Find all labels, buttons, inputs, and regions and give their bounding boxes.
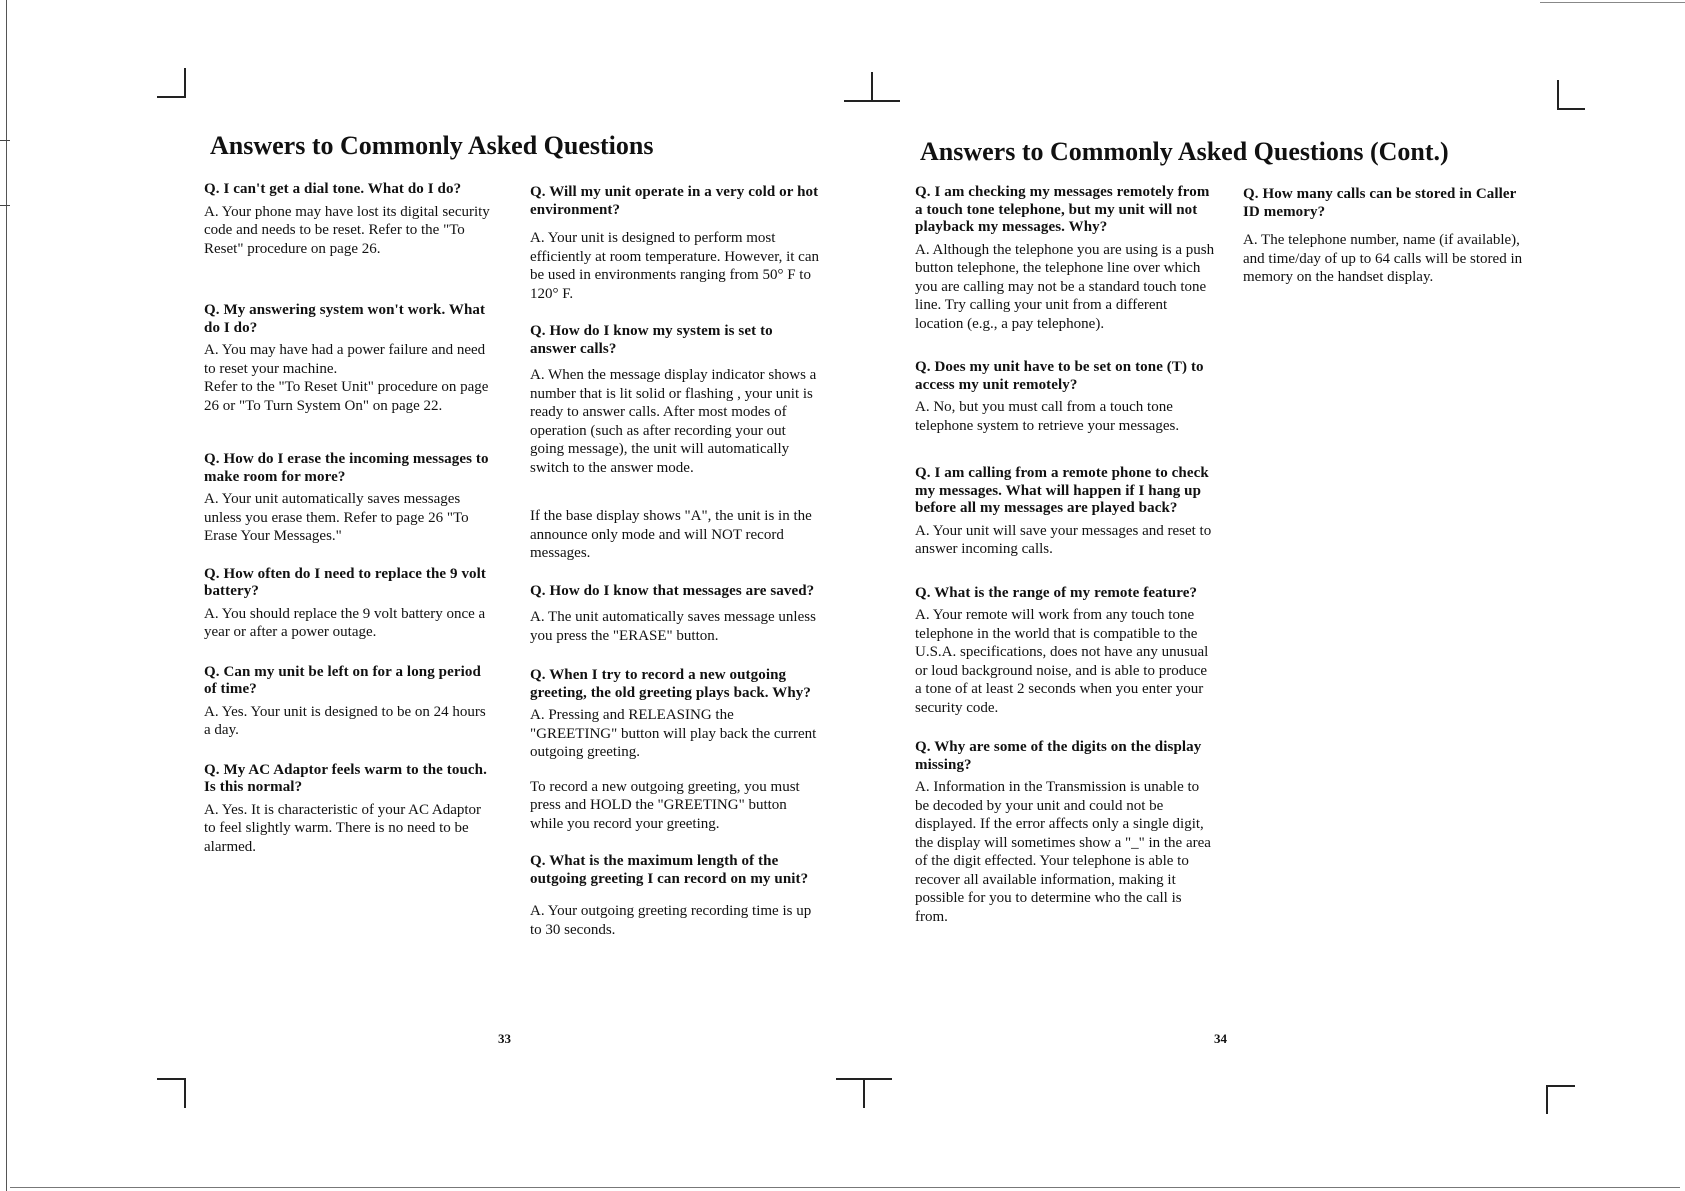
question: Q. My AC Adaptor feels warm to the touch. Is this normal? — [204, 761, 487, 795]
question: Q. Does my unit have to be set on tone (T) to access my unit remotely? — [915, 359, 1204, 393]
question: Q. Why are some of the digits on the display missing? — [915, 739, 1202, 773]
question: Q. What is the maximum length of the outgoing greeting I can record on my unit? — [530, 853, 809, 887]
page-title: Answers to Commonly Asked Questions (Cont.) — [920, 137, 1449, 166]
left-page-column-2 — [530, 184, 822, 939]
question: Q. Will my unit operate in a very cold or hot environment? — [530, 184, 819, 218]
answer: A. Your unit is designed to perform most efficiently at room temperature. However, it can be used in environments ranging from 50° F to 120° F. — [530, 230, 819, 302]
answer: A. The telephone number, name (if available), and time/day of up to 64 calls will be stored in memory on the handset display. — [1243, 232, 1523, 285]
left-page-column-1 — [204, 181, 494, 856]
page-number: 33 — [498, 1031, 511, 1046]
right-page — [842, 0, 1685, 1191]
answer: A. Yes. It is characteristic of your AC Adaptor to feel slightly warm. There is no need to be alarmed. — [204, 801, 482, 855]
answer: A. Your unit automatically saves messages unless you erase them. Refer to page 26 "To Erase Your Messages." — [204, 491, 469, 544]
answer: A. Yes. Your unit is designed to be on 24 hours a day. — [204, 703, 486, 738]
answer: If the base display shows "A", the unit is in the announce only mode and will NOT record messages. — [530, 508, 812, 561]
qa-item — [530, 853, 822, 939]
answer: A. Your phone may have lost its digital security code and needs to be reset. Refer to the "To Reset" procedure on page 26. — [204, 203, 490, 257]
qa-item — [204, 762, 494, 857]
question: Q. I am calling from a remote phone to check my messages. What will happen if I hang up before all my messages are played back? — [915, 465, 1209, 516]
qa-item — [915, 465, 1215, 559]
answer: A. Your remote will work from any touch tone telephone in the world that is compatible to the U.S.A. specifications, does not have any unusual or loud background noise, and is able to produce a tone of at least 2 seconds when you enter your security code. — [915, 607, 1209, 716]
right-page-column-1 — [915, 184, 1215, 926]
answer: A. Your outgoing greeting recording time is up to 30 seconds. — [530, 903, 812, 938]
question: Q. How many calls can be stored in Caller ID memory? — [1243, 186, 1517, 220]
qa-item — [915, 739, 1215, 926]
question: Q. How do I erase the incoming messages to make room for more? — [204, 451, 489, 485]
question: Q. I am checking my messages remotely from a touch tone telephone, but my unit will not playback my messages. Why? — [915, 184, 1210, 235]
right-page-column-2 — [1243, 186, 1533, 287]
qa-item — [530, 583, 822, 646]
answer: A. You may have had a power failure and need to reset your machine. Refer to the "To Reset Unit" procedure on page 26 or "To Turn System On" on page 22. — [204, 342, 489, 414]
answer: A. Pressing and RELEASING the "GREETING" button will play back the current outgoing greeting. — [530, 707, 817, 760]
qa-item — [530, 507, 822, 563]
qa-item — [204, 302, 494, 415]
answer: A. You should replace the 9 volt battery once a year or after a power outage. — [204, 605, 486, 640]
answer: To record a new outgoing greeting, you must press and HOLD the "GREETING" button while you record your greeting. — [530, 778, 800, 832]
question: Q. I can't get a dial tone. What do I do? — [204, 181, 462, 197]
qa-item — [204, 664, 494, 740]
question: Q. How often do I need to replace the 9 volt battery? — [204, 565, 487, 599]
question: Q. What is the range of my remote feature? — [915, 584, 1198, 601]
answer: A. Although the telephone you are using is a push button telephone, the telephone line over which you are calling may not be a standard touch tone line. Try calling your unit from a different location (e.g., a pay telephone). — [915, 241, 1215, 332]
question: Q. How do I know that messages are saved? — [530, 582, 815, 599]
answer: A. Information in the Transmission is unable to be decoded by your unit and could not be displayed. If the error affects only a single digit, the display will sometimes show a "_" in the area of the digit effected. Your telephone is able to recover all available information, making it possible for you to determine who the call is from. — [915, 779, 1211, 925]
qa-item — [915, 359, 1215, 435]
answer: A. Your unit will save your messages and reset to answer incoming calls. — [915, 522, 1212, 557]
question: Q. My answering system won't work. What do I do? — [204, 302, 486, 336]
answer: A. When the message display indicator shows a number that is lit solid or flashing , your unit is ready to answer calls. After most modes of operation (such as after recording your out going message), the unit will automatically switch to the answer mode. — [530, 367, 817, 476]
qa-item — [530, 667, 822, 762]
answer: A. The unit automatically saves message unless you press the "ERASE" button. — [530, 609, 816, 644]
question: Q. Can my unit be left on for a long period of time? — [204, 663, 481, 697]
answer: A. No, but you must call from a touch tone telephone system to retrieve your messages. — [915, 399, 1180, 434]
qa-item — [530, 184, 822, 303]
qa-item — [1243, 186, 1533, 287]
qa-item — [530, 778, 822, 834]
page-number: 34 — [1214, 1031, 1227, 1046]
qa-item — [915, 585, 1215, 718]
qa-item — [204, 451, 494, 546]
page-title: Answers to Commonly Asked Questions — [210, 131, 654, 160]
qa-item — [204, 566, 494, 642]
left-page — [0, 0, 842, 1191]
qa-item — [530, 323, 822, 477]
qa-item — [915, 184, 1215, 333]
qa-item — [204, 181, 494, 258]
question: Q. When I try to record a new outgoing greeting, the old greeting plays back. Why? — [530, 667, 811, 701]
question: Q. How do I know my system is set to answer calls? — [530, 323, 773, 357]
